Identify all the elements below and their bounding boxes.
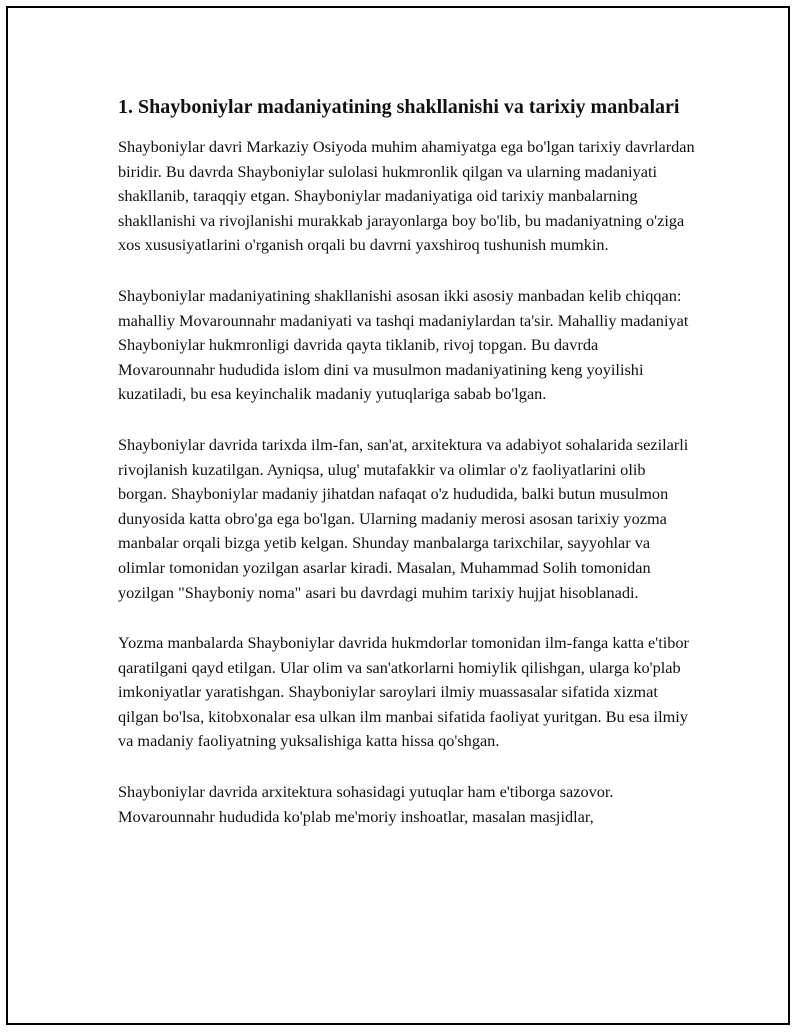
paragraph-2: Shayboniylar madaniyatining shakllanishi asosan ikki asosiy manbadan kelib chiqqan: mahalliy Movarounnahr madaniyati va tashqi madaniylardan ta'sir. Mahalliy madaniyat Shayboniylar hukmronligi davrida qayta tiklanib, rivoj topgan. Bu davrda Movarounnahr hududida islom dini va musulmon madaniyatining keng yoyilishi kuzatiladi, bu esa keyinchalik madaniy yutuqlariga sabab bo'lgan. <box>118 285 689 404</box>
paragraph-5: Shayboniylar davrida arxitektura sohasidagi yutuqlar ham e'tiborga sazovor. Movarounnahr hududida ko'plab me'moriy inshoatlar, masalan masjidlar, <box>118 782 614 826</box>
document-body <box>118 93 698 855</box>
paragraph-4: Yozma manbalarda Shayboniylar davrida hukmdorlar tomonidan ilm-fanga katta e'tibor qaratilgani qayd etilgan. Ular olim va san'atkorlarni homiylik qilishgan, ularga ko'plab imkoniyatlar yaratishgan. Shayboniylar saroylari ilmiy muassasalar sifatida xizmat qilgan bo'lsa, kitobxonalar esa ulkan ilm manbai sifatida faoliyat yuritgan. Bu esa ilmiy va madaniy faoliyatning yuksalishiga katta hissa qo'shgan. <box>118 633 689 751</box>
paragraph-3: Shayboniylar davrida tarixda ilm-fan, san'at, arxitektura va adabiyot sohalarida sezilarli rivojlanish kuzatilgan. Ayniqsa, ulug' mutafakkir va olimlar o'z faoliyatlarini olib borgan. Shayboniylar madaniy jihatdan nafaqat o'z hududida, balki butun musulmon dunyosida katta obro'ga ega bo'lgan. Ularning madaniy merosi asosan tarixiy yozma manbalar orqali bizga yetib kelgan. Shunday manbalarga tarixchilar, sayyohlar va olimlar tomonidan yozilgan asarlar kiradi. Masalan, Muhammad Solih tomonidan yozilgan "Shayboniy noma" asari bu davrdagi muhim tarixiy hujjat hisoblanadi. <box>118 434 689 602</box>
paragraph-1: Shayboniylar davri Markaziy Osiyoda muhim ahamiyatga ega bo'lgan tarixiy davrlardan biridir. Bu davrda Shayboniylar sulolasi hukmronlik qilgan va ularning madaniyati shakllanib, taraqqiy etgan. Shayboniylar madaniyatiga oid tarixiy manbalarning shakllanishi va rivojlanishi murakkab jarayonlarga boy bo'lib, bu madaniyatning o'ziga xos xususiyatlarini o'rganish orqali bu davrni yaxshiroq tushunish mumkin. <box>118 137 695 255</box>
section-heading: 1. Shayboniylar madaniyatining shakllanishi va tarixiy manbalari <box>118 96 680 118</box>
